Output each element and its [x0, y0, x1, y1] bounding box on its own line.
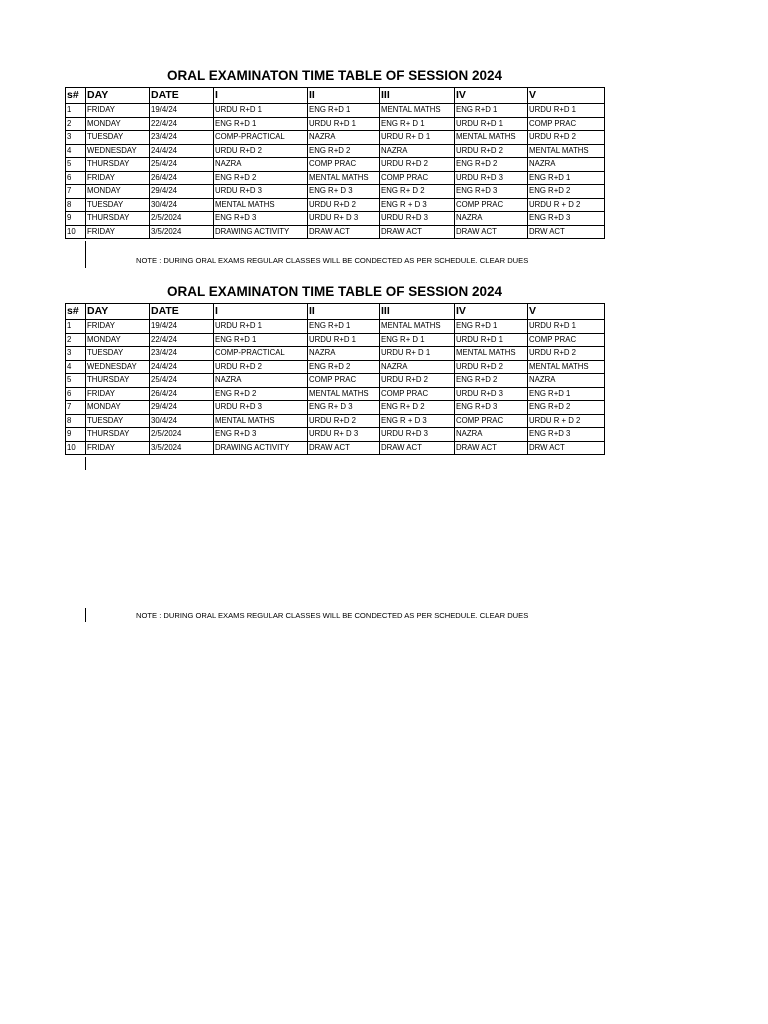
table-cell: NAZRA — [308, 347, 380, 361]
table-cell: FRIDAY — [86, 441, 150, 455]
page-title: ORAL EXAMINATON TIME TABLE OF SESSION 2024 — [166, 68, 503, 83]
table-cell: URDU R+D 2 — [214, 144, 308, 158]
table-cell: ENG R+ D 2 — [380, 185, 455, 199]
table-cell: THURSDAY — [86, 212, 150, 226]
table-cell: URDU R+D 3 — [380, 212, 455, 226]
table-cell: ENG R+D 2 — [308, 360, 380, 374]
table-cell: 5 — [66, 158, 86, 172]
column-header: I — [214, 304, 308, 320]
table-cell: URDU R+D 3 — [214, 185, 308, 199]
table-cell: DRAW ACT — [455, 441, 528, 455]
column-header: IV — [455, 88, 528, 104]
table-cell: MONDAY — [86, 401, 150, 415]
table-cell: URDU R+D 1 — [455, 117, 528, 131]
table-cell: ENG R+ D 2 — [380, 401, 455, 415]
column-header: V — [528, 304, 605, 320]
table-cell: MENTAL MATHS — [380, 104, 455, 118]
table-cell: 22/4/24 — [150, 117, 214, 131]
table-cell: ENG R+D 3 — [528, 428, 605, 442]
table-cell: COMP PRAC — [308, 374, 380, 388]
table-cell: COMP PRAC — [455, 414, 528, 428]
column-header: DAY — [86, 88, 150, 104]
table-cell: COMP PRAC — [455, 198, 528, 212]
table-cell: MENTAL MATHS — [380, 320, 455, 334]
table-cell: MENTAL MATHS — [214, 414, 308, 428]
column-header: I — [214, 88, 308, 104]
table-cell: MONDAY — [86, 185, 150, 199]
table-cell: FRIDAY — [86, 171, 150, 185]
table-cell: TUESDAY — [86, 347, 150, 361]
table-cell: 7 — [66, 185, 86, 199]
table-row — [66, 144, 605, 158]
table-cell: ENG R+D 1 — [214, 333, 308, 347]
table-cell: COMP-PRACTICAL — [214, 347, 308, 361]
table-row — [66, 387, 605, 401]
table-row — [66, 185, 605, 199]
table-cell: ENG R+ D 3 — [308, 185, 380, 199]
table-cell: DRAW ACT — [455, 225, 528, 239]
table-cell: 1 — [66, 104, 86, 118]
table-cell: 30/4/24 — [150, 198, 214, 212]
table-cell: COMP-PRACTICAL — [214, 131, 308, 145]
table-cell: 26/4/24 — [150, 171, 214, 185]
table-cell: DRAW ACT — [308, 225, 380, 239]
table-cell: 30/4/24 — [150, 414, 214, 428]
table-cell: 5 — [66, 374, 86, 388]
table-cell: URDU R+ D 1 — [380, 131, 455, 145]
table-cell: MENTAL MATHS — [528, 360, 605, 374]
table-cell: MENTAL MATHS — [455, 131, 528, 145]
table-row — [66, 414, 605, 428]
table-cell: 1 — [66, 320, 86, 334]
table-cell: NAZRA — [528, 158, 605, 172]
column-header: II — [308, 304, 380, 320]
table-cell: MENTAL MATHS — [214, 198, 308, 212]
table-cell: ENG R + D 3 — [380, 198, 455, 212]
table-cell: NAZRA — [380, 360, 455, 374]
table-cell: 2 — [66, 117, 86, 131]
table-cell: URDU R+D 2 — [380, 374, 455, 388]
table-cell: FRIDAY — [86, 225, 150, 239]
table-cell: 6 — [66, 387, 86, 401]
table-cell: 19/4/24 — [150, 320, 214, 334]
table-row — [66, 198, 605, 212]
column-header: III — [380, 304, 455, 320]
table-cell: ENG R+D 2 — [455, 374, 528, 388]
table-cell: URDU R+D 1 — [308, 117, 380, 131]
table-cell: 9 — [66, 428, 86, 442]
table-cell: NAZRA — [214, 158, 308, 172]
table-cell: ENG R+D 1 — [214, 117, 308, 131]
table-cell: URDU R+D 2 — [214, 360, 308, 374]
margin-line — [85, 608, 86, 622]
table-cell: ENG R+ D 3 — [308, 401, 380, 415]
table-cell: URDU R+D 2 — [528, 347, 605, 361]
table-cell: MENTAL MATHS — [308, 387, 380, 401]
table-cell: URDU R+D 2 — [308, 198, 380, 212]
table-cell: 2 — [66, 333, 86, 347]
table-row — [66, 171, 605, 185]
column-header: s# — [66, 304, 86, 320]
column-header: IV — [455, 304, 528, 320]
table-cell: 3 — [66, 347, 86, 361]
table-cell: 19/4/24 — [150, 104, 214, 118]
table-cell: ENG R+ D 1 — [380, 117, 455, 131]
table-row — [66, 374, 605, 388]
table-cell: FRIDAY — [86, 104, 150, 118]
column-header: DATE — [150, 304, 214, 320]
table-cell: 29/4/24 — [150, 185, 214, 199]
column-header: V — [528, 88, 605, 104]
table-cell: ENG R+D 2 — [528, 401, 605, 415]
table-cell: COMP PRAC — [528, 117, 605, 131]
margin-line — [85, 457, 86, 470]
table-cell: 2/5/2024 — [150, 428, 214, 442]
table-cell: MENTAL MATHS — [455, 347, 528, 361]
table-cell: 2/5/2024 — [150, 212, 214, 226]
table-row — [66, 360, 605, 374]
table-cell: URDU R+D 2 — [308, 414, 380, 428]
table-cell: NAZRA — [528, 374, 605, 388]
table-cell: TUESDAY — [86, 198, 150, 212]
table-cell: URDU R+ D 3 — [308, 212, 380, 226]
table-cell: ENG R+D 2 — [455, 158, 528, 172]
timetable — [65, 303, 605, 455]
table-cell: TUESDAY — [86, 414, 150, 428]
page-title: ORAL EXAMINATON TIME TABLE OF SESSION 2024 — [166, 284, 503, 299]
table-cell: DRAWING ACTIVITY — [214, 225, 308, 239]
note-text: NOTE : DURING ORAL EXAMS REGULAR CLASSES WILL BE CONDECTED AS PER SCHEDULE. CLEAR DUES — [136, 256, 529, 265]
table-cell: 23/4/24 — [150, 131, 214, 145]
table-row — [66, 117, 605, 131]
table-cell: ENG R+D 3 — [214, 428, 308, 442]
table-cell: MENTAL MATHS — [308, 171, 380, 185]
table-cell: MONDAY — [86, 117, 150, 131]
table-cell: COMP PRAC — [380, 387, 455, 401]
table-cell: 25/4/24 — [150, 374, 214, 388]
table-cell: URDU R + D 2 — [528, 414, 605, 428]
table-cell: 26/4/24 — [150, 387, 214, 401]
column-header: III — [380, 88, 455, 104]
table-cell: ENG R+D 1 — [308, 104, 380, 118]
table-cell: 4 — [66, 144, 86, 158]
table-row — [66, 131, 605, 145]
table-cell: ENG R+D 2 — [528, 185, 605, 199]
table-cell: URDU R+D 3 — [380, 428, 455, 442]
table-cell: ENG R+D 3 — [214, 212, 308, 226]
table-cell: 4 — [66, 360, 86, 374]
table-cell: 3/5/2024 — [150, 441, 214, 455]
table-row — [66, 158, 605, 172]
table-cell: 10 — [66, 441, 86, 455]
table-cell: DRAWING ACTIVITY — [214, 441, 308, 455]
table-cell: URDU R+D 2 — [455, 360, 528, 374]
table-cell: URDU R+D 1 — [308, 333, 380, 347]
table-cell: THURSDAY — [86, 158, 150, 172]
table-cell: 7 — [66, 401, 86, 415]
table-cell: 23/4/24 — [150, 347, 214, 361]
table-cell: MENTAL MATHS — [528, 144, 605, 158]
table-row — [66, 401, 605, 415]
column-header: II — [308, 88, 380, 104]
table-row — [66, 212, 605, 226]
table-cell: THURSDAY — [86, 428, 150, 442]
table-cell: 10 — [66, 225, 86, 239]
table-header-row — [66, 304, 605, 320]
table-cell: ENG R + D 3 — [380, 414, 455, 428]
table-cell: ENG R+D 1 — [528, 387, 605, 401]
column-header: DAY — [86, 304, 150, 320]
table-cell: NAZRA — [455, 212, 528, 226]
table-header-row — [66, 88, 605, 104]
table-cell: 22/4/24 — [150, 333, 214, 347]
table-cell: FRIDAY — [86, 387, 150, 401]
table-cell: NAZRA — [308, 131, 380, 145]
table-cell: URDU R+ D 3 — [308, 428, 380, 442]
table-cell: DRAW ACT — [308, 441, 380, 455]
table-cell: NAZRA — [380, 144, 455, 158]
table-cell: ENG R+ D 1 — [380, 333, 455, 347]
table-cell: URDU R+D 1 — [528, 104, 605, 118]
column-header: DATE — [150, 88, 214, 104]
table-cell: NAZRA — [214, 374, 308, 388]
table-row — [66, 320, 605, 334]
table-cell: 25/4/24 — [150, 158, 214, 172]
table-cell: URDU R+D 2 — [380, 158, 455, 172]
table-cell: URDU R+D 3 — [455, 171, 528, 185]
table-row — [66, 428, 605, 442]
table-cell: URDU R+D 3 — [214, 401, 308, 415]
table-cell: 3/5/2024 — [150, 225, 214, 239]
table-cell: ENG R+D 2 — [308, 144, 380, 158]
table-cell: URDU R+D 1 — [455, 333, 528, 347]
table-cell: URDU R + D 2 — [528, 198, 605, 212]
table-cell: 3 — [66, 131, 86, 145]
table-cell: URDU R+D 1 — [214, 320, 308, 334]
table-cell: ENG R+D 1 — [308, 320, 380, 334]
table-cell: URDU R+D 2 — [528, 131, 605, 145]
table-row — [66, 225, 605, 239]
table-cell: 8 — [66, 198, 86, 212]
table-cell: 6 — [66, 171, 86, 185]
table-cell: DRAW ACT — [380, 441, 455, 455]
table-cell: URDU R+D 2 — [455, 144, 528, 158]
table-cell: WEDNESDAY — [86, 360, 150, 374]
timetable — [65, 87, 605, 239]
table-row — [66, 104, 605, 118]
table-cell: ENG R+D 2 — [214, 387, 308, 401]
table-row — [66, 441, 605, 455]
table-cell: ENG R+D 2 — [214, 171, 308, 185]
table-cell: URDU R+D 1 — [214, 104, 308, 118]
table-cell: ENG R+D 3 — [455, 401, 528, 415]
table-row — [66, 347, 605, 361]
table-cell: FRIDAY — [86, 320, 150, 334]
table-cell: 24/4/24 — [150, 360, 214, 374]
table-cell: URDU R+D 1 — [528, 320, 605, 334]
note-text: NOTE : DURING ORAL EXAMS REGULAR CLASSES WILL BE CONDECTED AS PER SCHEDULE. CLEAR DUES — [136, 611, 529, 620]
table-cell: URDU R+D 3 — [455, 387, 528, 401]
table-cell: ENG R+D 1 — [455, 320, 528, 334]
table-cell: 8 — [66, 414, 86, 428]
table-cell: NAZRA — [455, 428, 528, 442]
table-cell: COMP PRAC — [308, 158, 380, 172]
table-cell: TUESDAY — [86, 131, 150, 145]
table-cell: MONDAY — [86, 333, 150, 347]
table-cell: URDU R+ D 1 — [380, 347, 455, 361]
table-cell: 24/4/24 — [150, 144, 214, 158]
table-cell: THURSDAY — [86, 374, 150, 388]
table-cell: 9 — [66, 212, 86, 226]
table-cell: COMP PRAC — [528, 333, 605, 347]
table-cell: COMP PRAC — [380, 171, 455, 185]
table-cell: 29/4/24 — [150, 401, 214, 415]
table-cell: ENG R+D 3 — [455, 185, 528, 199]
table-cell: ENG R+D 1 — [455, 104, 528, 118]
table-cell: WEDNESDAY — [86, 144, 150, 158]
column-header: s# — [66, 88, 86, 104]
table-cell: DRW ACT — [528, 225, 605, 239]
table-row — [66, 333, 605, 347]
table-cell: DRAW ACT — [380, 225, 455, 239]
table-cell: ENG R+D 3 — [528, 212, 605, 226]
margin-line — [85, 241, 86, 268]
table-cell: ENG R+D 1 — [528, 171, 605, 185]
table-cell: DRW ACT — [528, 441, 605, 455]
